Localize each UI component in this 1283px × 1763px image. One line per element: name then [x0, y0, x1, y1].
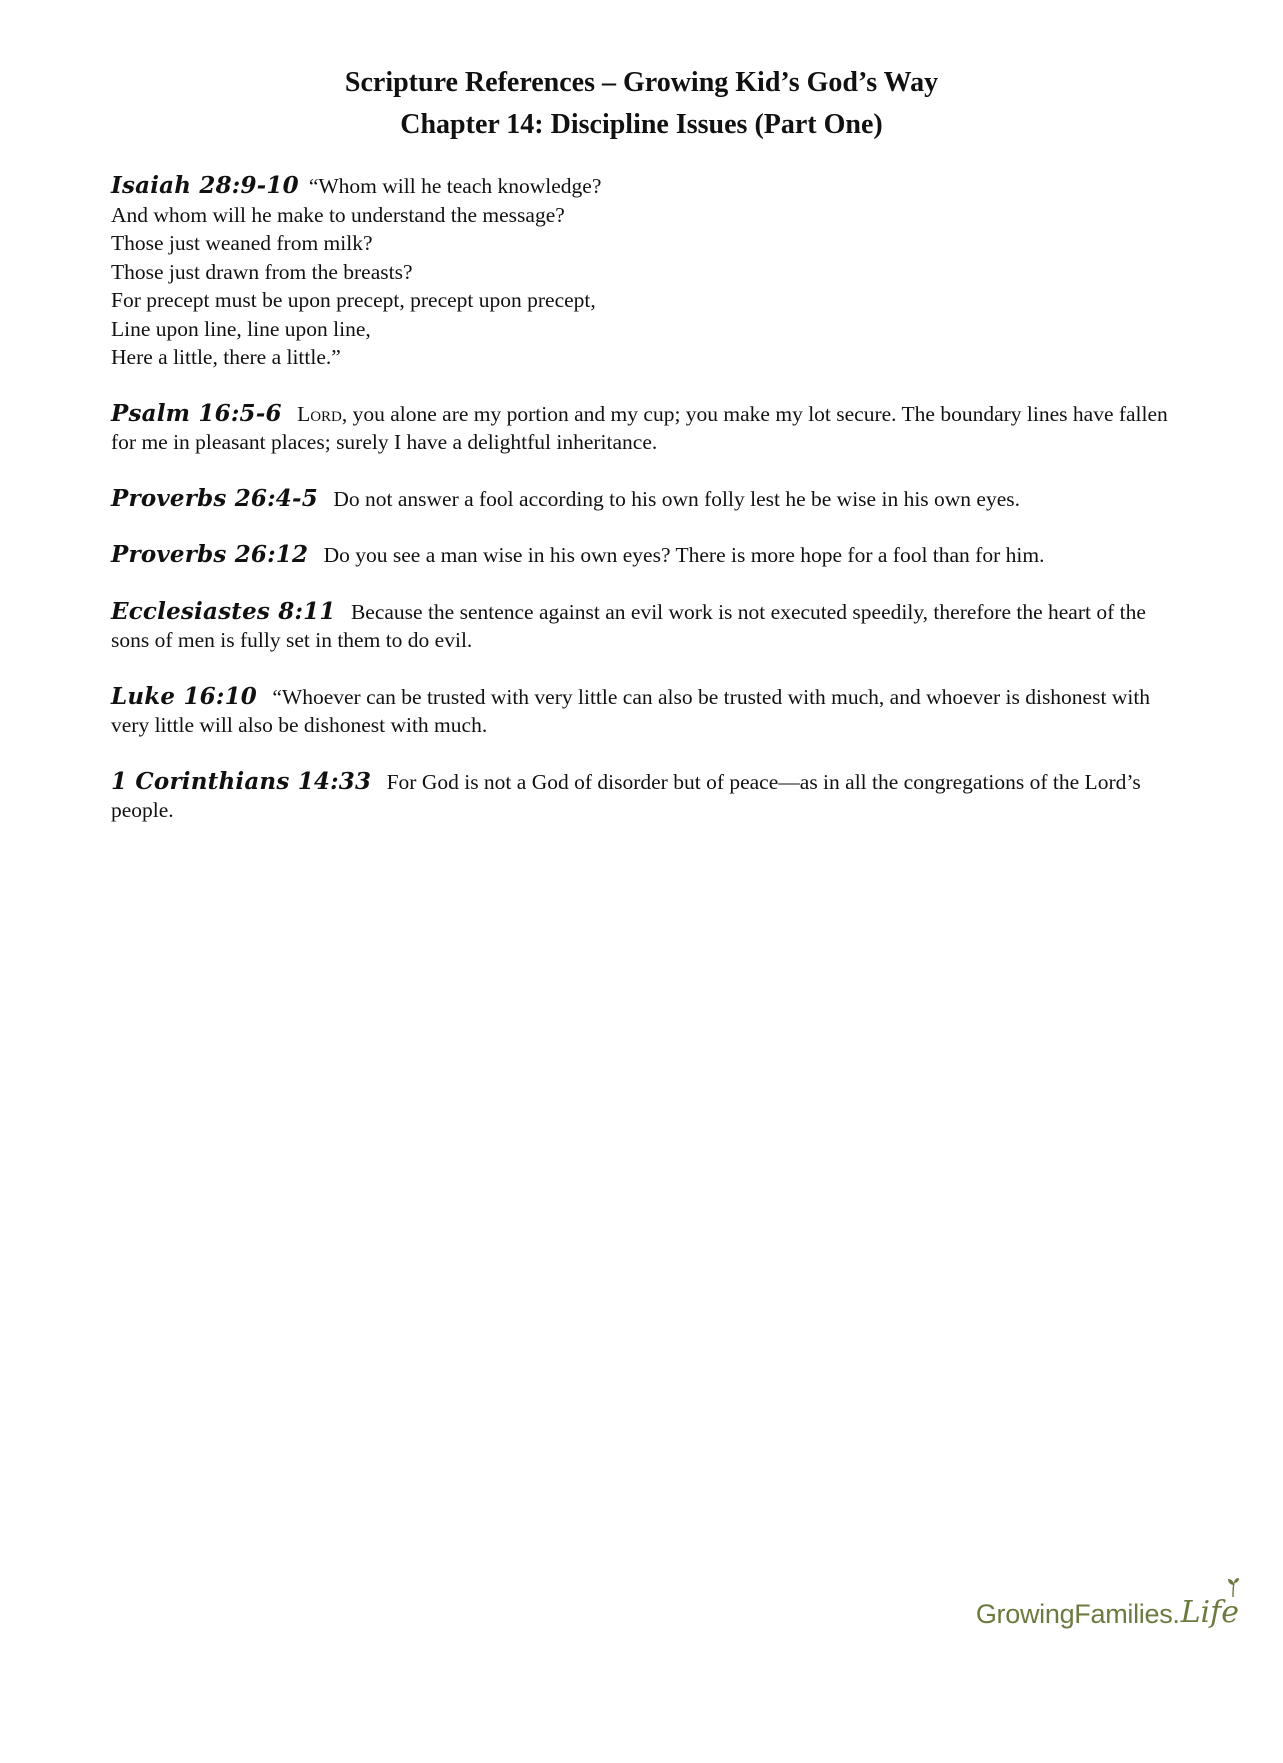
verse-line: Those just weaned from milk?	[111, 231, 373, 255]
scripture-text: “Whoever can be trusted with very little can also be trusted with much, and whoever is dishonest with very little will also be dishonest with much.	[111, 684, 1151, 737]
scripture-entry-isaiah	[111, 172, 1186, 372]
verse-line: And whom will he make to understand the message?	[111, 202, 565, 227]
scripture-entry-proverbs-26-12	[111, 541, 1186, 570]
verse-line: Line upon line, line upon line,	[111, 316, 371, 341]
page-title	[0, 62, 1283, 146]
scripture-reference: Proverbs 26:12	[111, 541, 309, 568]
scripture-list	[111, 172, 1186, 853]
scripture-reference: Ecclesiastes 8:11	[111, 597, 336, 625]
verse-line-text: “Whom will he teach knowledge?	[308, 174, 602, 198]
scripture-reference: Proverbs 26:4-5	[111, 484, 318, 512]
scripture-entry-psalm	[111, 400, 1186, 457]
scripture-reference: Isaiah 28:9-10	[111, 172, 299, 199]
verse-line: Here a little, there a little.”	[111, 345, 341, 369]
scripture-text: For God is not a God of disorder but of peace—as in all the congregations of the Lord’s people.	[111, 769, 1141, 822]
sprout-icon	[1225, 1577, 1241, 1597]
scripture-entry-ecclesiastes	[111, 598, 1186, 655]
scripture-reference: Luke 16:10	[111, 682, 257, 710]
scripture-text: Do you see a man wise in his own eyes? There is more hope for a fool than for him.	[323, 543, 1045, 567]
verse-line: Those just drawn from the breasts?	[111, 259, 413, 284]
growingfamilies-logo	[976, 1570, 1239, 1630]
logo-text: GrowingFamilies.	[975, 1599, 1180, 1629]
scripture-reference: 1 Corinthians 14:33	[111, 767, 372, 795]
verse-line: For precept must be upon precept, precept upon precept,	[111, 288, 596, 312]
scripture-entry-proverbs-26-4	[111, 485, 1186, 514]
verse-line	[111, 172, 1186, 201]
title-line-2: Chapter 14: Discipline Issues (Part One)	[400, 109, 883, 140]
logo-life-word: Life	[1180, 1595, 1239, 1630]
lord-smallcaps: Lord	[297, 401, 342, 426]
scripture-text: Because the sentence against an evil work is not executed speedily, therefore the heart of the sons of men is fully set in them to do evil.	[111, 599, 1146, 652]
scripture-text: Do not answer a fool according to his own folly lest he be wise in his own eyes.	[333, 486, 1021, 511]
title-line-1: Scripture References – Growing Kid’s God’s Way	[344, 67, 939, 98]
scripture-entry-luke	[111, 683, 1186, 740]
scripture-entry-corinthians	[111, 768, 1186, 825]
scripture-text: , you alone are my portion and my cup; you make my lot secure. The boundary lines have fallen for me in pleasant places; surely I have a delightful inheritance.	[111, 401, 1168, 454]
scripture-reference: Psalm 16:5-6	[111, 399, 282, 427]
logo-life-text	[1181, 1595, 1239, 1630]
